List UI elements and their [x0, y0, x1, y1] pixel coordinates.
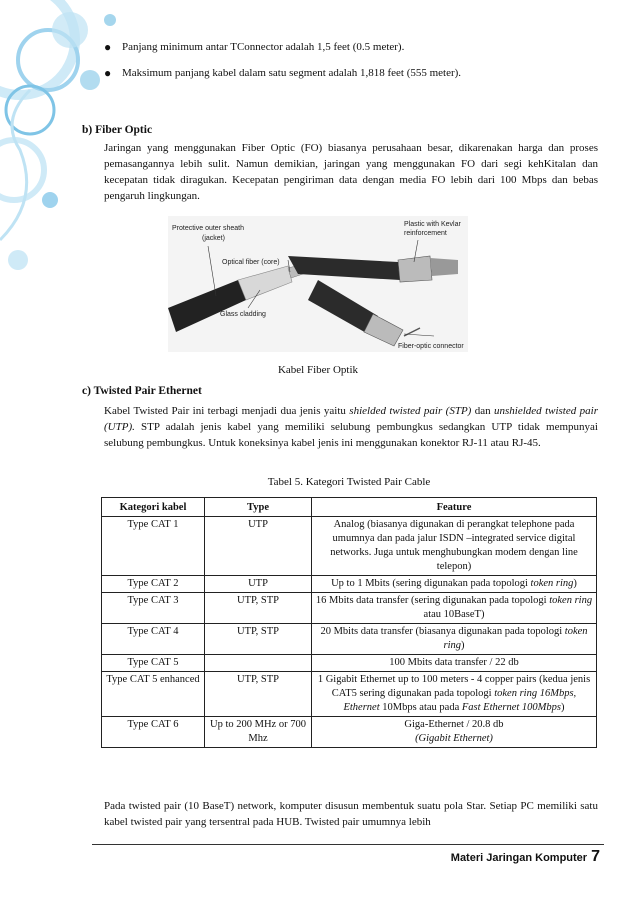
bullet-list — [104, 40, 604, 92]
section-c-paragraph-2: Pada twisted pair (10 BaseT) network, komputer disusun membentuk suatu pola Star. Setiap PC memiliki satu kabel twisted pair yang tersentral pada HUB. Twisted pair umumnya lebih — [104, 800, 598, 828]
table-row — [102, 717, 597, 748]
cable-category-table — [101, 497, 597, 748]
table-row — [102, 576, 597, 593]
section-c-title: c) Twisted Pair Ethernet — [82, 385, 202, 397]
cell-category: Type CAT 3 — [102, 593, 205, 624]
footer-divider — [92, 844, 604, 845]
label-kevlar-2: reinforcement — [404, 230, 447, 237]
section-b-title: b) Fiber Optic — [82, 124, 153, 136]
label-core: Optical fiber (core) — [222, 259, 280, 266]
table-row — [102, 517, 597, 576]
header-category: Kategori kabel — [102, 498, 205, 517]
table-row — [102, 593, 597, 624]
bullet-text: Panjang minimum antar TConnector adalah 1,5 feet (0.5 meter). — [122, 41, 405, 53]
footer-title: Materi Jaringan Komputer — [450, 852, 588, 864]
cell-type: Up to 200 MHz or 700 Mhz — [205, 717, 312, 748]
cell-feature: 1 Gigabit Ethernet up to 100 meters - 4 copper pairs (kedua jenis CAT5 sering digunakan pada topologi token ring 16Mbps, Ethernet 10Mbps atau pada Fast Ethernet 100Mbps) — [312, 672, 597, 717]
cell-feature: Up to 1 Mbits (sering digunakan pada topologi token ring) — [312, 576, 597, 593]
label-kevlar: Plastic with Kevlar — [404, 221, 461, 228]
cell-type: UTP, STP — [205, 672, 312, 717]
cell-category: Type CAT 2 — [102, 576, 205, 593]
list-item — [104, 40, 604, 54]
label-cladding: Glass cladding — [220, 311, 266, 318]
header-feature: Feature — [312, 498, 597, 517]
bullet-icon: ● — [104, 40, 112, 54]
cell-category: Type CAT 6 — [102, 717, 205, 748]
table-row — [102, 655, 597, 672]
section-b-paragraph: Jaringan yang menggunakan Fiber Optic (FO) biasanya perusahaan besar, dikarenakan harga dan proses pemasangannya lebih sulit. Namun demikian, jaringan yang menggunakan FO dari segi kehKitalan dan kecepatan tidak diragukan. Kecepatan pengiriman data dengan media FO lebih dari 100 Mbps dan bebas pengaruh lingkungan. — [104, 142, 598, 202]
cell-feature: 16 Mbits data transfer (sering digunakan pada topologi token ring atau 10BaseT) — [312, 593, 597, 624]
table-header-row — [102, 498, 597, 517]
cell-type: UTP, STP — [205, 624, 312, 655]
figure-caption: Kabel Fiber Optik — [277, 364, 359, 376]
table-row — [102, 672, 597, 717]
label-jacket-2: (jacket) — [202, 235, 225, 242]
cell-type — [205, 655, 312, 672]
table-caption: Tabel 5. Kategori Twisted Pair Cable — [267, 476, 431, 488]
fiber-optic-figure — [168, 216, 468, 352]
bullet-icon: ● — [104, 66, 112, 80]
cell-type: UTP — [205, 576, 312, 593]
cell-type: UTP — [205, 517, 312, 576]
header-type: Type — [205, 498, 312, 517]
section-c-paragraph: Kabel Twisted Pair ini terbagi menjadi dua jenis yaitu shielded twisted pair (STP) dan unshielded twisted pair (UTP). STP adalah jenis kabel yang memiliki selubung pembungkus sedangkan UTP tidak mempunyai selubung pembungkus. Untuk koneksinya kabel jenis ini menggunakan konektor RJ-11 atau RJ-45. — [104, 405, 598, 449]
cell-feature: Analog (biasanya digunakan di perangkat telephone pada umumnya dan pada jalur ISDN –integrated service digital networks. Juga untuk menghubungkan modem dengan line telepon) — [312, 517, 597, 576]
cell-feature: 20 Mbits data transfer (biasanya digunakan pada topologi token ring) — [312, 624, 597, 655]
cell-category: Type CAT 4 — [102, 624, 205, 655]
table-row — [102, 624, 597, 655]
page-footer — [451, 848, 600, 866]
cell-feature: Giga-Ethernet / 20.8 db (Gigabit Ethernet) — [312, 717, 597, 748]
page-number: 7 — [591, 848, 600, 865]
cell-category: Type CAT 5 — [102, 655, 205, 672]
bullet-text: Maksimum panjang kabel dalam satu segment adalah 1,818 feet (555 meter). — [122, 67, 462, 79]
list-item — [104, 66, 604, 80]
cell-category: Type CAT 5 enhanced — [102, 672, 205, 717]
cell-type: UTP, STP — [205, 593, 312, 624]
label-jacket: Protective outer sheath — [172, 225, 244, 232]
cell-category: Type CAT 1 — [102, 517, 205, 576]
cell-feature: 100 Mbits data transfer / 22 db — [312, 655, 597, 672]
label-connector: Fiber-optic connector — [398, 343, 464, 350]
